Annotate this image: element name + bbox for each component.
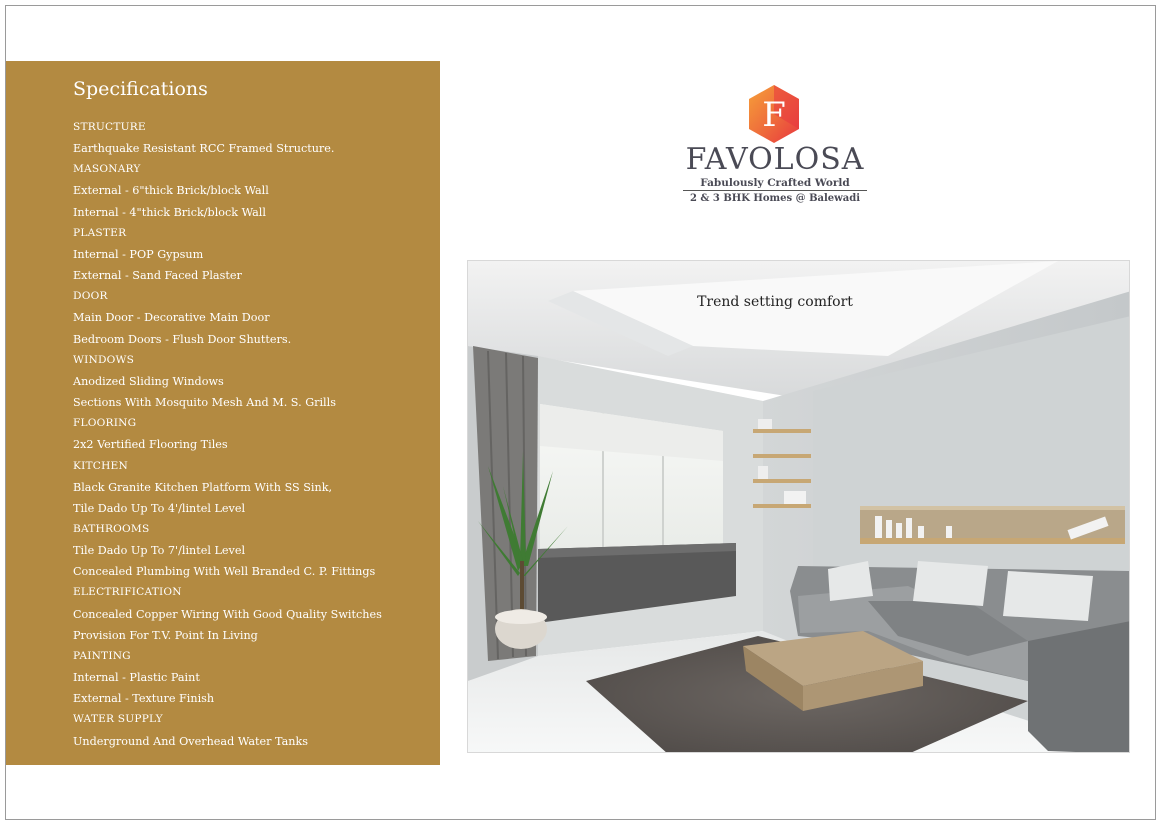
spec-item: External - Texture Finish <box>73 692 215 706</box>
spec-item: Main Door - Decorative Main Door <box>73 311 270 325</box>
spec-item: Earthquake Resistant RCC Framed Structure. <box>73 142 335 156</box>
spec-item: Internal - Plastic Paint <box>73 671 200 685</box>
spec-item: Underground And Overhead Water Tanks <box>73 734 309 748</box>
spec-item: Sections With Mosquito Mesh And M. S. Grills <box>73 396 336 410</box>
spec-item: Black Granite Kitchen Platform With SS Sink, <box>73 480 333 494</box>
spec-item: Concealed Plumbing With Well Branded C. P. Fittings <box>73 565 376 579</box>
spec-heading: KITCHEN <box>73 459 128 472</box>
spec-heading: BATHROOMS <box>73 522 150 535</box>
spec-item: Internal - 4"thick Brick/block Wall <box>73 205 266 219</box>
spec-heading: ELECTRIFICATION <box>73 586 182 599</box>
favolosa-logo <box>680 84 870 214</box>
brand-tagline: Fabulously Crafted World <box>683 177 867 191</box>
logo-letter: F <box>762 95 786 135</box>
spec-heading: WINDOWS <box>73 353 135 366</box>
spec-heading: FLOORING <box>73 417 137 430</box>
spec-item: Concealed Copper Wiring With Good Quality Switches <box>73 607 382 621</box>
specifications-panel <box>6 61 440 765</box>
spec-item: Internal - POP Gypsum <box>73 247 204 261</box>
living-room-photo <box>467 260 1130 753</box>
spec-heading: PLASTER <box>73 226 127 239</box>
spec-item: Anodized Sliding Windows <box>73 374 224 388</box>
specifications-list <box>73 117 382 752</box>
spec-item: External - 6"thick Brick/block Wall <box>73 184 269 198</box>
spec-heading: STRUCTURE <box>73 121 146 133</box>
brand-name: FAVOLOSA <box>685 142 865 177</box>
spec-item: 2x2 Vertified Flooring Tiles <box>73 438 228 452</box>
photo-caption: Trend setting comfort <box>697 294 853 310</box>
brand-subline: 2 & 3 BHK Homes @ Balewadi <box>689 193 861 204</box>
spec-heading: PAINTING <box>73 649 131 662</box>
spec-heading: WATER SUPPLY <box>73 713 163 726</box>
spec-heading: DOOR <box>73 290 108 303</box>
specifications-title: Specifications <box>73 78 208 100</box>
spec-item: External - Sand Faced Plaster <box>73 269 242 283</box>
spec-item: Tile Dado Up To 7'/lintel Level <box>73 544 246 558</box>
spec-item: Provision For T.V. Point In Living <box>73 628 258 642</box>
spec-item: Tile Dado Up To 4'/lintel Level <box>73 501 246 515</box>
spec-heading: MASONARY <box>73 163 141 176</box>
hexagon-logo-icon <box>747 84 801 144</box>
living-room-illustration <box>468 261 1130 753</box>
spec-item: Bedroom Doors - Flush Door Shutters. <box>73 332 292 346</box>
